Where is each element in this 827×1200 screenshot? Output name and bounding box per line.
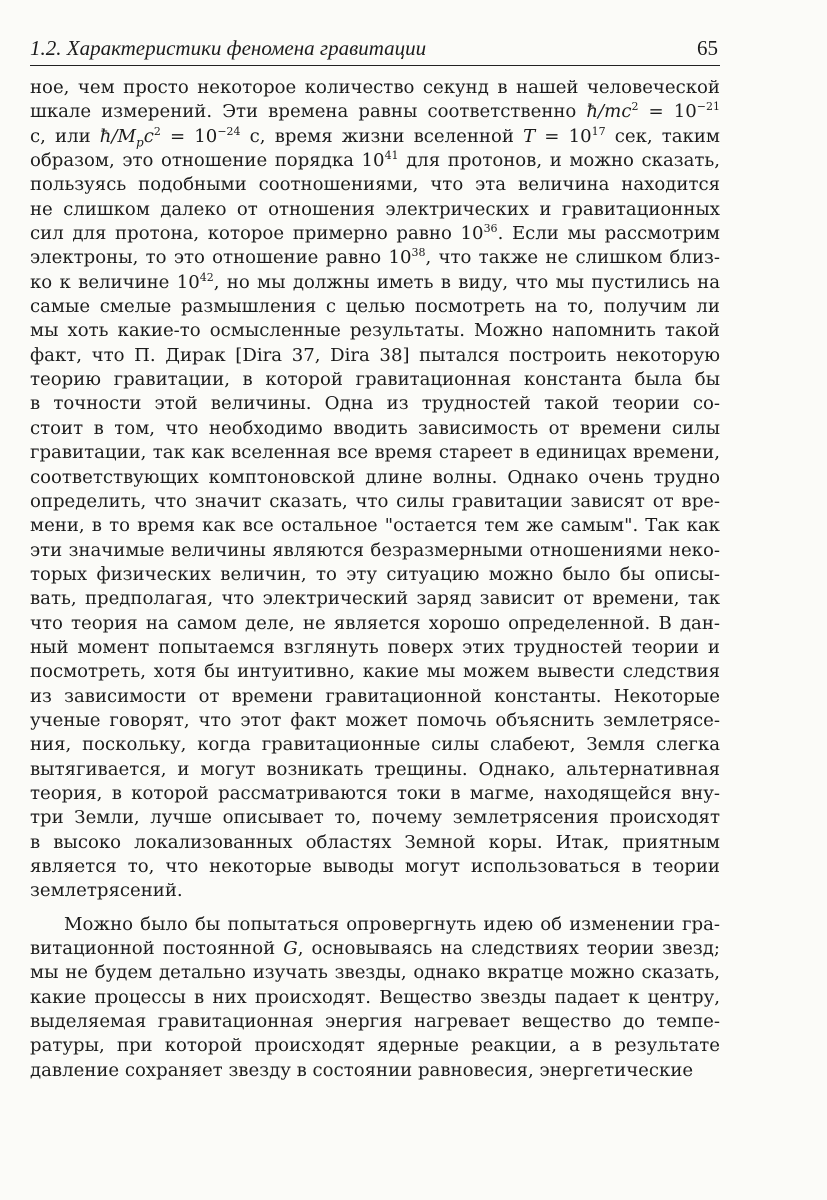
page-number: 65 xyxy=(697,36,718,60)
text-line: посмотреть, хотя бы интуитивно, какие мы можем вывести следствия xyxy=(30,661,720,683)
text-line: определить, что значит сказать, что силы гравитации зависят от вре- xyxy=(30,490,720,512)
text-line: вать, предполагая, что электрический заряд зависит от времени, так xyxy=(30,588,720,610)
text-line: ный момент попытаемся взглянуть поверх этих трудностей теории и xyxy=(30,636,720,658)
text-line: мы не будем детально изучать звезды, однако вкратце можно сказать, xyxy=(30,962,720,984)
book-page xyxy=(30,36,720,1083)
text-line: пользуясь подобными соотношениями, что эта величина находится xyxy=(30,174,720,196)
text-line: является то, что некоторые выводы могут использоваться в теории xyxy=(30,856,720,877)
superscript: 42 xyxy=(199,270,214,284)
text-line: три Земли, лучше описывает то, почему землетрясения происходят xyxy=(30,807,720,829)
text-line: ния, поскольку, когда гравитационные силы слабеют, Земля слегка xyxy=(30,734,720,756)
text-line: витационной постоянной G, основываясь на следствиях теории звезд; xyxy=(30,938,720,960)
math-symbol: ħ/M xyxy=(99,125,137,147)
text-line: ное, чем просто некоторое количество секунд в нашей человеческой xyxy=(30,77,720,98)
superscript: −24 xyxy=(217,124,241,138)
superscript: 2 xyxy=(153,124,161,138)
text-line: из зависимости от времени гравитационной константы. Некоторые xyxy=(30,685,720,707)
text-line: землетрясений. xyxy=(30,880,183,902)
text-line: ко к величине $10^{42}$, но мы должны иметь в виду, что мы пустились на xyxy=(30,270,720,293)
text-line: не слишком далеко от отношения электрических и гравитационных xyxy=(30,198,720,220)
superscript: 36 xyxy=(483,222,498,236)
superscript: 17 xyxy=(591,124,606,138)
superscript: 2 xyxy=(631,100,639,114)
text-line: давление сохраняет звезду в состоянии равновесия, энергетические xyxy=(30,1059,694,1081)
text-line: шкале измерений. Эти времена равны соответственно $ħ/mc^2 = 10^{-21}$ xyxy=(30,100,720,123)
superscript: 38 xyxy=(411,246,426,260)
body-text xyxy=(30,76,720,1083)
text-line: в точности этой величины. Одна из трудностей такой теории со- xyxy=(30,393,720,415)
text-line: ученые говорят, что этот факт может помочь объяснить землетрясе- xyxy=(30,709,720,731)
text-line: теория, в которой рассматриваются токи в магме, находящейся вну- xyxy=(30,782,720,804)
paragraph-gap xyxy=(30,904,720,913)
text-line: в высоко локализованных областях Земной коры. Итак, приятным xyxy=(30,831,720,853)
text-line: вытягивается, и могут возникать трещины. Однако, альтернативная xyxy=(30,758,720,780)
math-symbol: T xyxy=(523,125,536,147)
superscript: 41 xyxy=(384,149,399,163)
math-symbol: G xyxy=(283,938,298,960)
section-title: 1.2. Характеристики феномена гравитации xyxy=(30,36,427,60)
text-line: электроны, то это отношение равно $10^{38}$, что также не слишком близ- xyxy=(30,246,720,269)
text-line: мени, в то время как все остальное "остается тем же самым". Так как xyxy=(30,515,720,537)
text-line: с, или $ħ/M_pc^2 = 10^{-24}$ с, время жизни вселенной $T = 10^{17}$ сек, таким xyxy=(30,124,720,150)
superscript: −21 xyxy=(696,100,720,114)
paragraph xyxy=(30,913,720,1083)
text-line: торых физических величин, то эту ситуацию можно было бы описы- xyxy=(30,563,720,585)
text-line: ратуры, при которой происходят ядерные реакции, а в результате xyxy=(30,1035,720,1057)
paragraph xyxy=(30,76,720,904)
text-line: образом, это отношение порядка $10^{41}$ для протонов, и можно сказать, xyxy=(30,149,720,172)
text-line: теорию гравитации, в которой гравитационная константа была бы xyxy=(30,369,720,391)
math-symbol: c xyxy=(143,125,154,147)
math-symbol: ħ/mc xyxy=(586,101,632,123)
text-line: Можно было бы попытаться опровергнуть идею об изменении гра- xyxy=(64,913,720,935)
text-line: какие процессы в них происходят. Вещество звезды падает к центру, xyxy=(30,986,720,1008)
text-line: выделяемая гравитационная энергия нагревает вещество до темпе- xyxy=(30,1011,720,1033)
text-line: стоит в том, что необходимо вводить зависимость от времени силы xyxy=(30,417,720,439)
text-line: соответствующих комптоновской длине волны. Однако очень трудно xyxy=(30,466,720,488)
text-line: эти значимые величины являются безразмерными отношениями неко- xyxy=(30,539,720,561)
text-line: что теория на самом деле, не является хорошо определенной. В дан- xyxy=(30,612,720,634)
text-line: гравитации, так как вселенная все время стареет в единицах времени, xyxy=(30,442,720,464)
running-head xyxy=(30,36,720,66)
text-line: сил для протона, которое примерно равно $10^{36}$. Если мы рассмотрим xyxy=(30,222,720,245)
text-line: самые смелые размышления с целью посмотреть на то, получим ли xyxy=(30,296,720,318)
subscript: p xyxy=(136,135,144,150)
text-line: мы хоть какие-то осмысленные результаты. Можно напомнить такой xyxy=(30,320,720,342)
text-line: факт, что П. Дирак [Dira 37, Dira 38] пытался построить некоторую xyxy=(30,344,720,366)
